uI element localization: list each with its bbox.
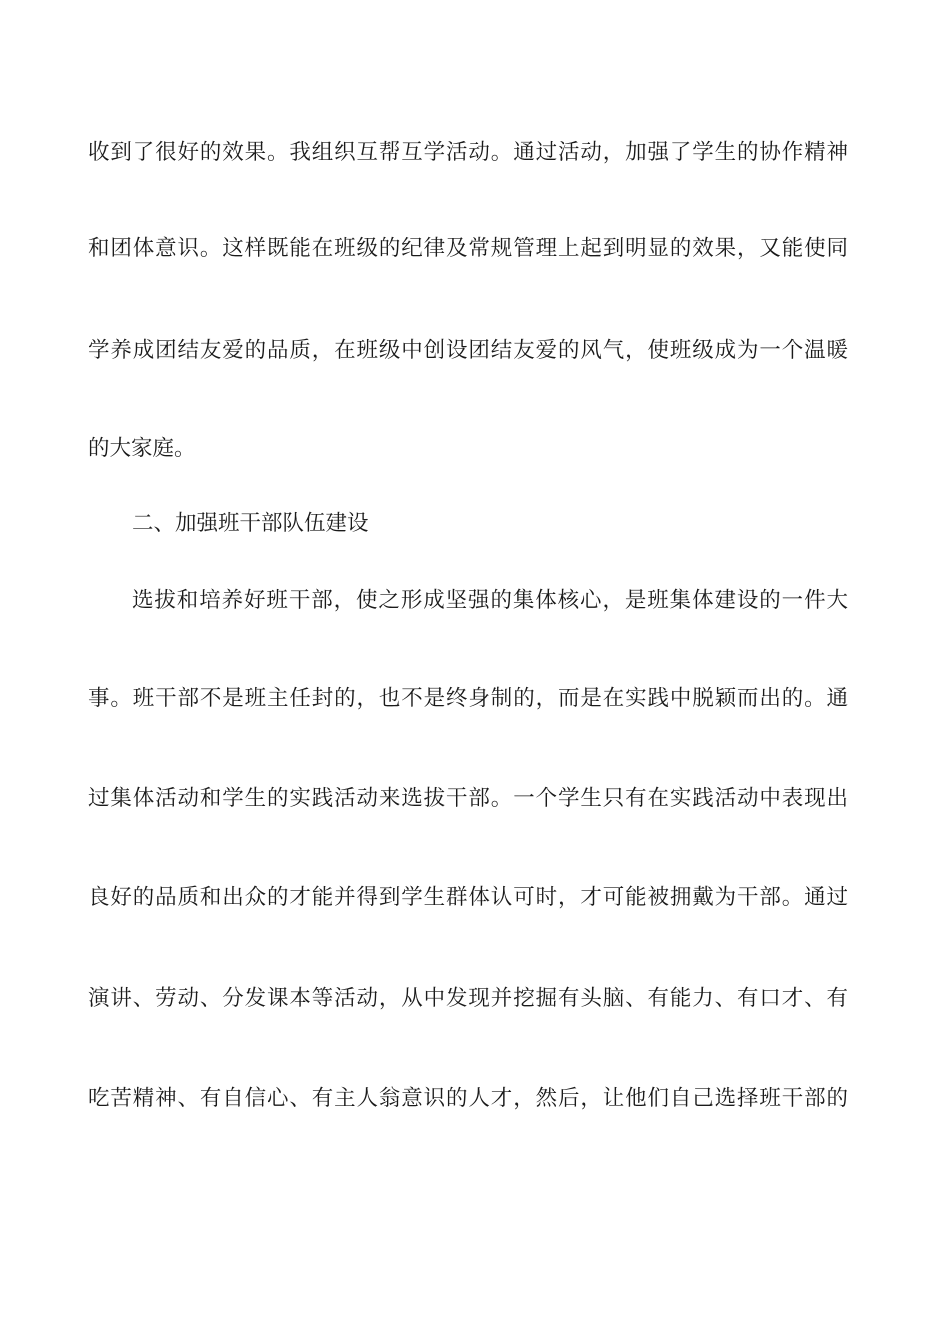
paragraph-line-2: 和团体意识。这样既能在班级的纪律及常规管理上起到明显的效果，又能使同	[88, 236, 848, 261]
paragraph-line-7: 事。班干部不是班主任封的，也不是终身制的，而是在实践中脱颖而出的。通	[88, 686, 848, 711]
paragraph-line-10: 演讲、劳动、分发课本等活动，从中发现并挖掘有头脑、有能力、有口才、有	[88, 986, 848, 1011]
paragraph-line-9: 良好的品质和出众的才能并得到学生群体认可时，才可能被拥戴为干部。通过	[88, 885, 848, 910]
section-heading: 二、加强班干部队伍建设	[132, 511, 369, 536]
paragraph-line-3: 学养成团结友爱的品质，在班级中创设团结友爱的风气，使班级成为一个温暖	[88, 338, 848, 363]
paragraph-line-4: 的大家庭。	[88, 436, 196, 461]
paragraph-line-6: 选拔和培养好班干部，使之形成坚强的集体核心，是班集体建设的一件大	[132, 588, 848, 613]
paragraph-line-1: 收到了很好的效果。我组织互帮互学活动。通过活动，加强了学生的协作精神	[88, 140, 848, 165]
paragraph-line-8: 过集体活动和学生的实践活动来选拔干部。一个学生只有在实践活动中表现出	[88, 786, 848, 811]
paragraph-line-11: 吃苦精神、有自信心、有主人翁意识的人才，然后，让他们自己选择班干部的	[88, 1086, 848, 1111]
